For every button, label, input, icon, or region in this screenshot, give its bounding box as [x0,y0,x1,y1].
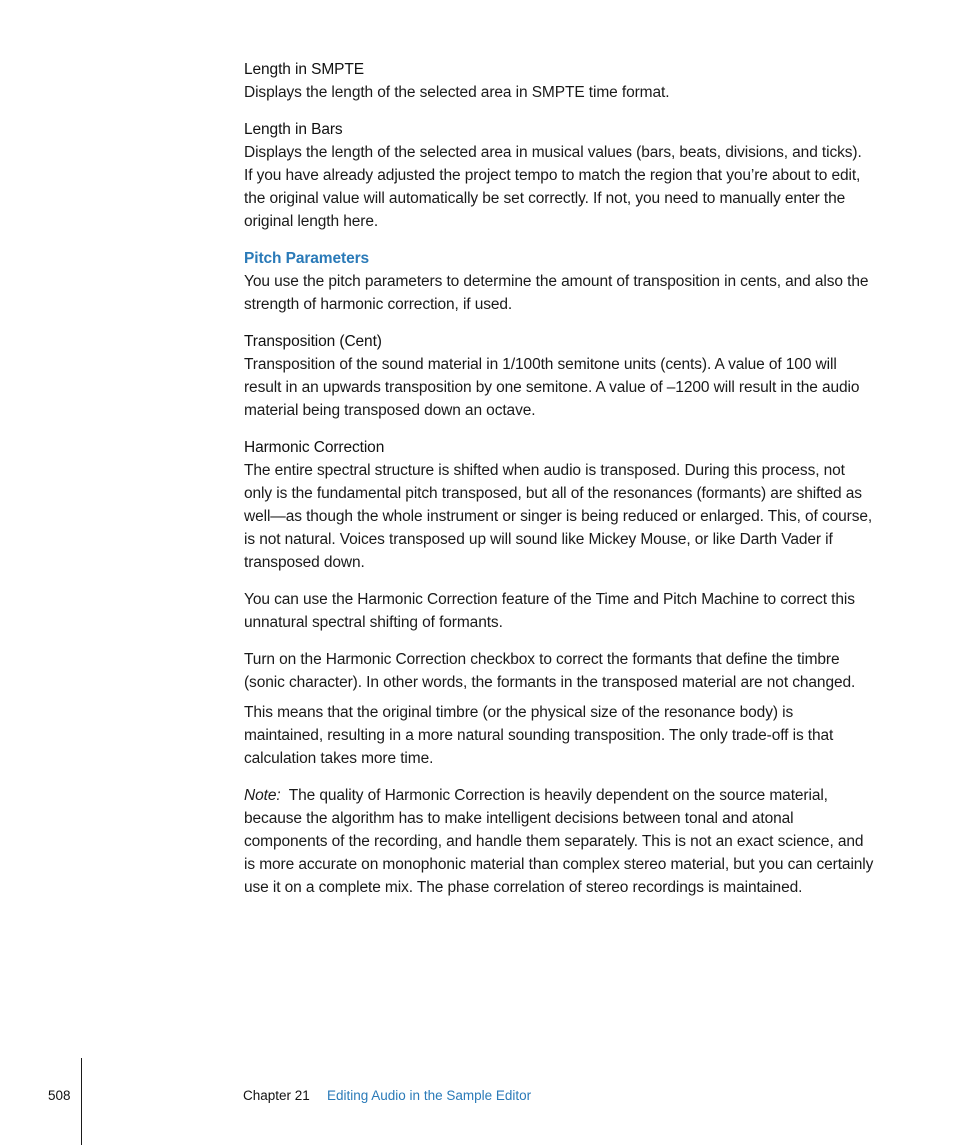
entry-term-harmonic-correction: Harmonic Correction [244,439,385,456]
section-heading-pitch-parameters: Pitch Parameters [244,250,370,267]
note-label: Note: [244,787,281,804]
harmonic-paragraph-1: The entire spectral structure is shifted when audio is transposed. During this process, not only is the fundamental pitch transposed, but all of the resonances (formants) are shifted as well—as though the whole instrument or singer is being reduced or enlarged. This, of course, is not natural. Voices transposed up will sound like Mickey Mouse, or like Darth Vader if transposed down. [244,462,873,571]
footer-divider [81,1058,82,1145]
page-footer [0,1058,954,1145]
note-text: The quality of Harmonic Correction is heavily dependent on the source material, because the algorithm has to make intelligent decisions between tonal and atonal components of the recording, and handle them separately. This is not an exact science, and is more accurate on monophonic material than complex stereo material, but you can certainly use it on a complete mix. The phase correlation of stereo recordings is maintained. [244,787,874,896]
note-paragraph [244,784,874,899]
harmonic-paragraph-2: You can use the Harmonic Correction feature of the Time and Pitch Machine to correct this unnatural spectral shifting of formants. [244,591,855,631]
page-content [244,58,874,913]
harmonic-paragraph-4: This means that the original timbre (or the physical size of the resonance body) is maintained, resulting in a more natural sounding transposition. The only trade-off is that calculation takes more time. [244,704,834,767]
entry-description-transposition: Transposition of the sound material in 1/100th semitone units (cents). A value of 100 will result in an upwards transposition by one semitone. A value of –1200 will result in the audio material being transposed down an octave. [244,356,860,419]
chapter-title-link[interactable]: Editing Audio in the Sample Editor [327,1088,532,1103]
entry-description-length-smpte: Displays the length of the selected area in SMPTE time format. [244,84,670,101]
harmonic-paragraph-3: Turn on the Harmonic Correction checkbox to correct the formants that define the timbre (sonic character). In other words, the formants in the transposed material are not changed. [244,651,856,691]
entry-term-length-smpte: Length in SMPTE [244,61,364,78]
page-number: 508 [48,1088,71,1103]
chapter-label: Chapter 21 [243,1088,310,1103]
entry-term-transposition: Transposition (Cent) [244,333,382,350]
entry-description-length-bars: Displays the length of the selected area in musical values (bars, beats, divisions, and ticks). If you have already adjusted the project tempo to match the region that you’re about to edit, the original value will automatically be set correctly. If not, you need to manually enter the original length here. [244,144,862,230]
entry-term-length-bars: Length in Bars [244,121,343,138]
section-intro-pitch-parameters: You use the pitch parameters to determine the amount of transposition in cents, and also the strength of harmonic correction, if used. [244,273,869,313]
